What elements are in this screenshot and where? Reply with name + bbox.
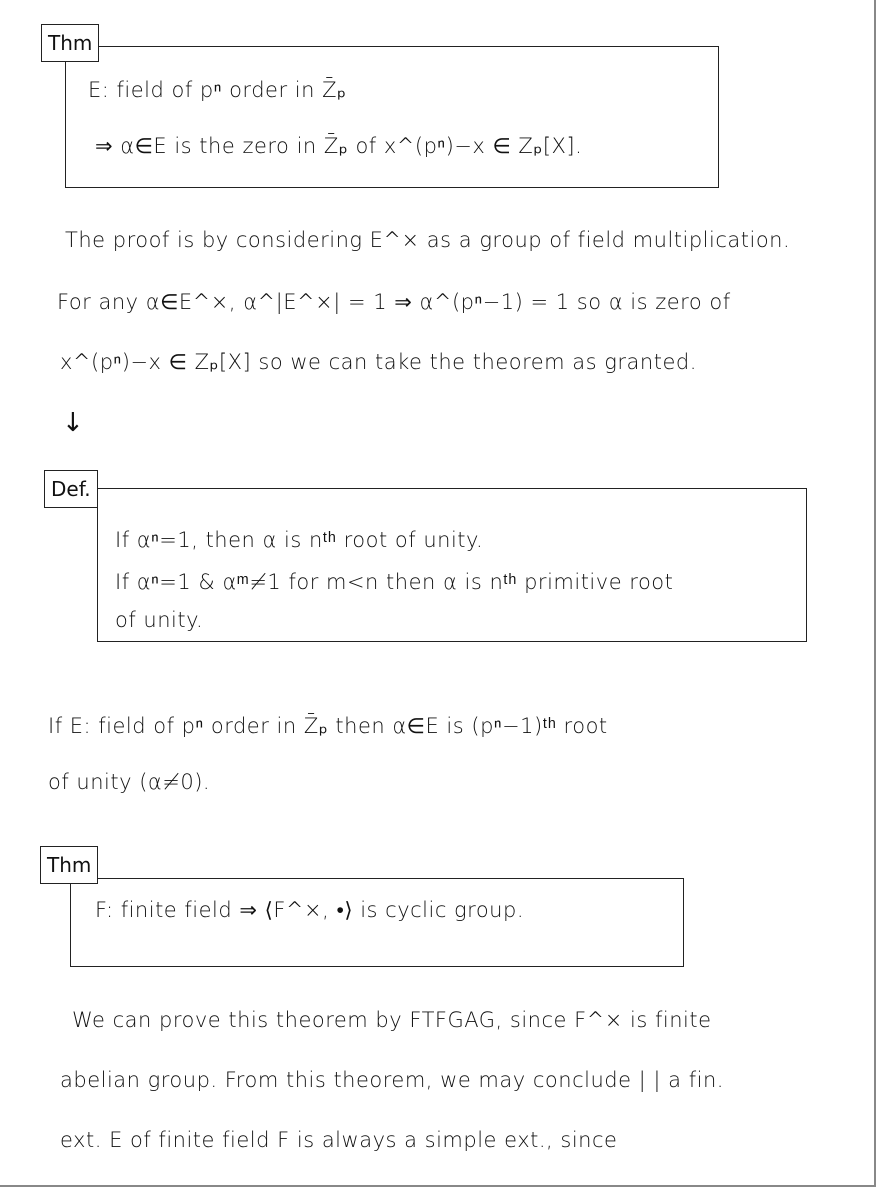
paragraph-line: If E: field of pⁿ order in Z̄ₚ then α∈E is (pⁿ−1)ᵗʰ root xyxy=(48,714,608,738)
theorem-label: Thm xyxy=(41,24,99,62)
definition-line: If αⁿ=1, then α is nᵗʰ root of unity. xyxy=(115,528,484,552)
paragraph-line: ext. E of finite field F is always a simple ext., since xyxy=(60,1128,618,1152)
paragraph-line: The proof is by considering E^× as a group of field multiplication. xyxy=(65,228,791,252)
theorem-label: Thm xyxy=(40,846,98,884)
definition-line: of unity. xyxy=(115,608,204,632)
paragraph-line: We can prove this theorem by FTFGAG, since F^× is finite xyxy=(72,1008,712,1032)
definition-line: If αⁿ=1 & αᵐ≠1 for m<n then α is nᵗʰ primitive root xyxy=(115,570,674,594)
paragraph-line: x^(pⁿ)−x ∈ Zₚ[X] so we can take the theorem as granted. xyxy=(60,350,697,374)
paragraph-line: For any α∈E^×, α^|E^×| = 1 ⇒ α^(pⁿ−1) = 1 so α is zero of xyxy=(57,290,731,314)
theorem-box xyxy=(65,46,719,188)
theorem-line: ⇒ α∈E is the zero in Z̄ₚ of x^(pⁿ)−x ∈ Zₚ[X]. xyxy=(95,134,583,158)
definition-box xyxy=(97,488,807,642)
theorem-line: F: finite field ⇒ ⟨F^×, •⟩ is cyclic group. xyxy=(95,898,524,922)
down-arrow-icon: ↓ xyxy=(62,408,84,438)
paragraph-line: of unity (α≠0). xyxy=(48,770,211,794)
definition-label: Def. xyxy=(44,470,98,508)
theorem-line: E: field of pⁿ order in Z̄ₚ xyxy=(88,78,347,102)
paragraph-line: abelian group. From this theorem, we may conclude | | a fin. xyxy=(60,1068,724,1092)
